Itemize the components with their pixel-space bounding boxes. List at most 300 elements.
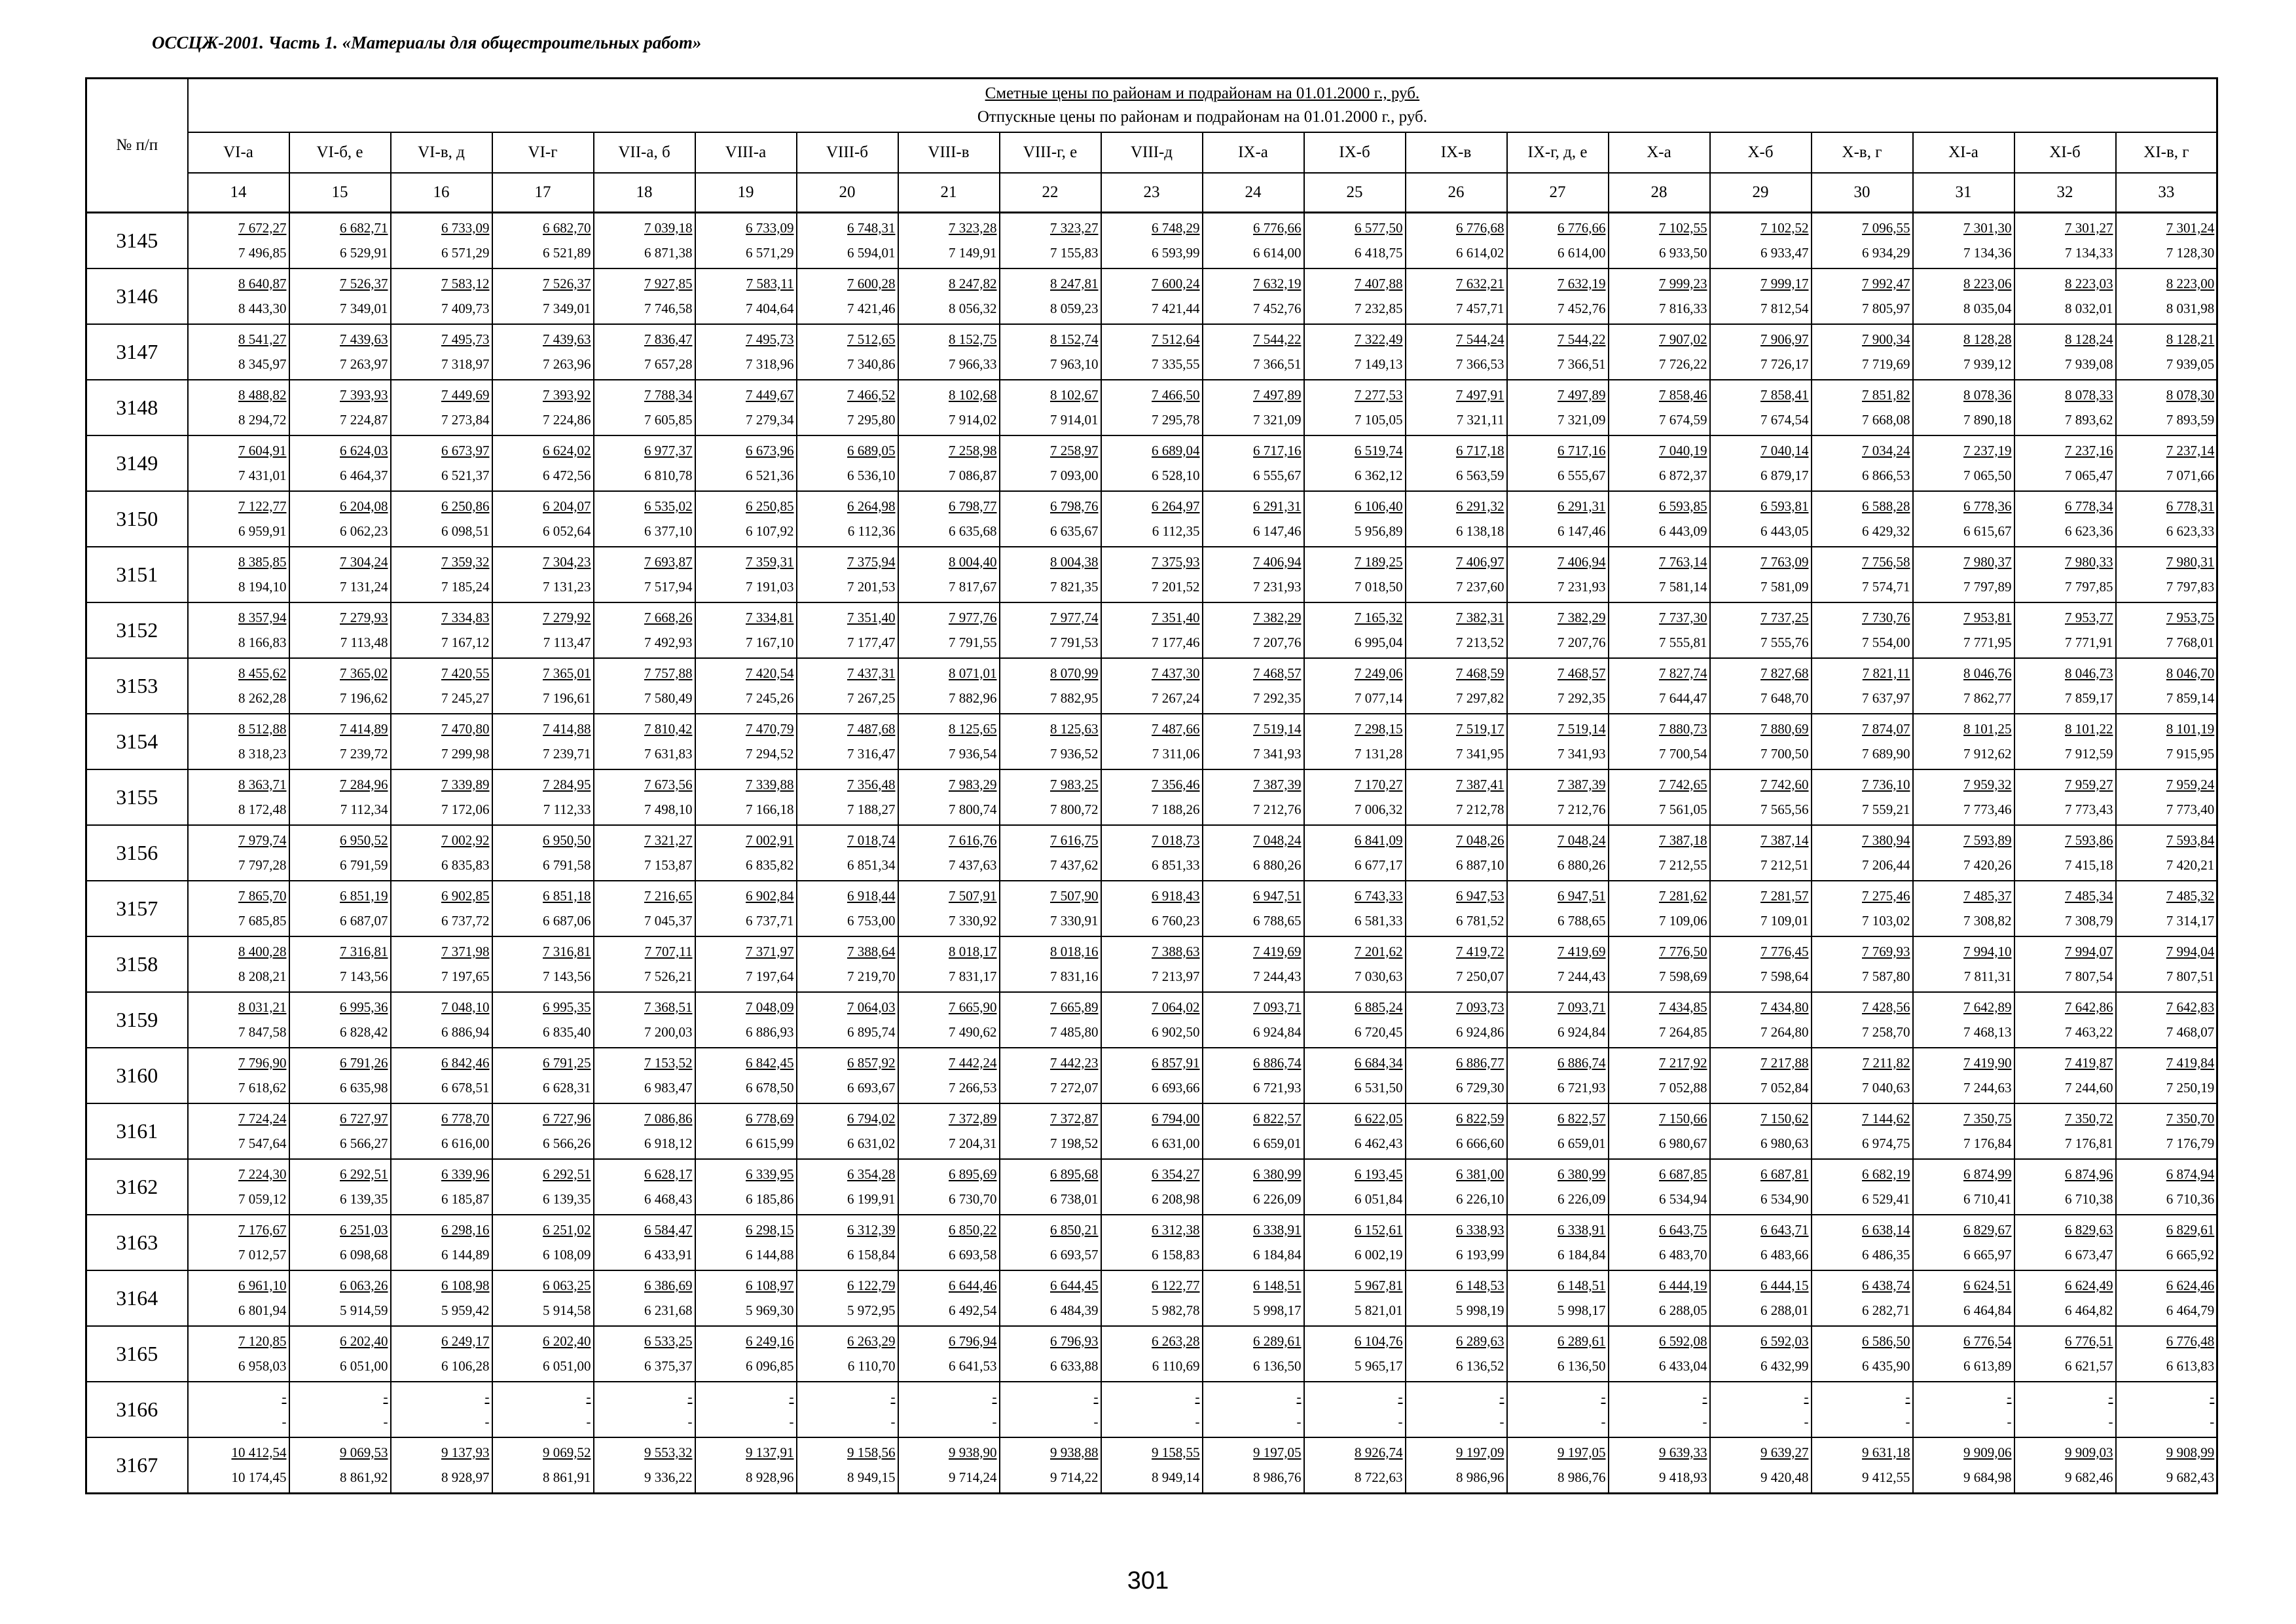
estimate-price: 6 776,51 bbox=[2065, 1333, 2113, 1349]
release-price: 6 362,12 bbox=[1355, 467, 1403, 483]
estimate-price: 9 938,88 bbox=[1050, 1444, 1099, 1460]
estimate-price: - bbox=[1702, 1388, 1707, 1405]
estimate-price: 7 420,54 bbox=[746, 665, 794, 681]
estimate-price: 7 217,88 bbox=[1760, 1054, 1809, 1071]
estimate-price: 7 953,77 bbox=[2065, 609, 2113, 625]
price-cell bbox=[1507, 547, 1609, 602]
price-cell bbox=[1913, 825, 2014, 881]
price-cell bbox=[1000, 769, 1101, 825]
estimate-price: 9 197,05 bbox=[1253, 1444, 1302, 1460]
release-price: 6 613,89 bbox=[1963, 1357, 2012, 1374]
price-cell bbox=[1406, 1270, 1507, 1326]
estimate-price: 6 886,77 bbox=[1456, 1054, 1504, 1071]
release-price: 6 536,10 bbox=[847, 467, 896, 483]
estimate-price: 7 217,92 bbox=[1659, 1054, 1707, 1071]
estimate-price: 7 470,80 bbox=[441, 720, 490, 737]
price-cell bbox=[1000, 435, 1101, 491]
release-price: 7 726,17 bbox=[1760, 356, 1809, 372]
release-price: 6 158,83 bbox=[1152, 1246, 1200, 1263]
release-price: 7 321,09 bbox=[1558, 411, 1606, 428]
column-number: 21 bbox=[898, 173, 1000, 213]
release-price: - bbox=[1499, 1413, 1504, 1430]
price-cell bbox=[1304, 1382, 1406, 1437]
estimate-price: 6 842,45 bbox=[746, 1054, 794, 1071]
release-price: 7 065,50 bbox=[1963, 467, 2012, 483]
price-cell bbox=[1304, 547, 1406, 602]
release-price: 7 239,72 bbox=[340, 745, 388, 762]
release-price: 7 212,76 bbox=[1253, 801, 1302, 817]
price-cell bbox=[1609, 1159, 1710, 1215]
release-price: 7 244,43 bbox=[1253, 968, 1302, 984]
release-price: 6 851,34 bbox=[847, 857, 896, 873]
estimate-price: 7 086,86 bbox=[644, 1110, 693, 1126]
release-price: - bbox=[1296, 1413, 1302, 1430]
estimate-price: 6 776,66 bbox=[1558, 219, 1606, 236]
release-price: 8 986,76 bbox=[1253, 1469, 1302, 1485]
release-price: 6 995,04 bbox=[1355, 634, 1403, 650]
release-price: 7 939,12 bbox=[1963, 356, 2012, 372]
price-cell bbox=[2116, 658, 2217, 714]
estimate-price: 8 541,27 bbox=[238, 331, 287, 347]
release-price: 7 637,97 bbox=[1862, 690, 1910, 706]
price-cell bbox=[289, 1048, 391, 1103]
release-price: 6 147,46 bbox=[1558, 523, 1606, 539]
release-price: - bbox=[484, 1413, 490, 1430]
price-cell bbox=[492, 658, 594, 714]
price-cell bbox=[1101, 936, 1203, 992]
price-cell bbox=[1304, 1437, 1406, 1494]
price-cell bbox=[1609, 1215, 1710, 1270]
column-number: 18 bbox=[594, 173, 695, 213]
price-cell bbox=[695, 268, 797, 324]
price-cell bbox=[1913, 435, 2014, 491]
price-cell bbox=[188, 435, 289, 491]
row-number: 3158 bbox=[86, 936, 188, 992]
release-price: 6 623,36 bbox=[2065, 523, 2113, 539]
price-cell bbox=[289, 1215, 391, 1270]
price-cell bbox=[492, 1103, 594, 1159]
release-price: 6 801,94 bbox=[238, 1302, 287, 1318]
estimate-price: - bbox=[1601, 1388, 1606, 1405]
release-price: 7 212,76 bbox=[1558, 801, 1606, 817]
estimate-price: 7 632,19 bbox=[1558, 275, 1606, 291]
price-cell bbox=[391, 435, 492, 491]
estimate-price: 6 339,96 bbox=[441, 1166, 490, 1182]
estimate-price: 7 414,89 bbox=[340, 720, 388, 737]
estimate-price: 7 382,29 bbox=[1253, 609, 1302, 625]
price-cell bbox=[2116, 881, 2217, 936]
price-cell bbox=[289, 658, 391, 714]
release-price: 6 375,37 bbox=[644, 1357, 693, 1374]
estimate-price: 7 371,98 bbox=[441, 943, 490, 959]
estimate-price: 9 909,06 bbox=[1963, 1444, 2012, 1460]
release-price: 7 771,95 bbox=[1963, 634, 2012, 650]
estimate-price: - bbox=[1093, 1388, 1099, 1405]
estimate-price: 6 312,39 bbox=[847, 1221, 896, 1238]
row-number: 3165 bbox=[86, 1326, 188, 1382]
price-cell bbox=[2116, 491, 2217, 547]
price-cell bbox=[594, 380, 695, 435]
estimate-price: 7 281,57 bbox=[1760, 887, 1809, 904]
price-cell bbox=[797, 1326, 898, 1382]
estimate-price: 6 977,37 bbox=[644, 442, 693, 458]
release-price: 7 485,80 bbox=[1050, 1024, 1099, 1040]
estimate-price: 7 466,50 bbox=[1152, 386, 1200, 403]
release-price: 7 349,01 bbox=[543, 300, 591, 316]
estimate-price: 7 907,02 bbox=[1659, 331, 1707, 347]
release-price: 7 207,76 bbox=[1253, 634, 1302, 650]
column-header: IX-в bbox=[1406, 132, 1507, 173]
estimate-price: 7 593,89 bbox=[1963, 832, 2012, 848]
row-number: 3145 bbox=[86, 213, 188, 269]
price-cell bbox=[1507, 825, 1609, 881]
estimate-price: 6 717,16 bbox=[1558, 442, 1606, 458]
estimate-price: 7 018,73 bbox=[1152, 832, 1200, 848]
release-price: 7 237,60 bbox=[1456, 578, 1504, 595]
price-cell bbox=[1812, 1437, 1913, 1494]
release-price: 7 244,43 bbox=[1558, 968, 1606, 984]
price-cell bbox=[289, 268, 391, 324]
price-cell bbox=[1304, 1048, 1406, 1103]
estimate-price: 7 487,66 bbox=[1152, 720, 1200, 737]
estimate-price: 7 757,88 bbox=[644, 665, 693, 681]
release-price: 7 797,28 bbox=[238, 857, 287, 873]
price-cell bbox=[289, 1326, 391, 1382]
estimate-price: 7 002,91 bbox=[746, 832, 794, 848]
release-price: 6 729,30 bbox=[1456, 1079, 1504, 1096]
estimate-price: 7 064,02 bbox=[1152, 999, 1200, 1015]
estimate-price: 7 406,94 bbox=[1558, 553, 1606, 570]
price-cell bbox=[1812, 1048, 1913, 1103]
release-price: 7 103,02 bbox=[1862, 912, 1910, 929]
release-price: 7 936,54 bbox=[949, 745, 997, 762]
price-cell bbox=[1507, 1103, 1609, 1159]
release-price: 6 933,47 bbox=[1760, 244, 1809, 261]
price-cell bbox=[1203, 1215, 1304, 1270]
estimate-price: 6 895,68 bbox=[1050, 1166, 1099, 1182]
price-cell bbox=[1203, 268, 1304, 324]
price-cell bbox=[1710, 1159, 1812, 1215]
release-price: 7 555,76 bbox=[1760, 634, 1809, 650]
price-cell bbox=[492, 435, 594, 491]
price-cell bbox=[2116, 936, 2217, 992]
estimate-price: 6 682,70 bbox=[543, 219, 591, 236]
column-number: 24 bbox=[1203, 173, 1304, 213]
estimate-price: 7 495,73 bbox=[746, 331, 794, 347]
release-price: 7 198,52 bbox=[1050, 1135, 1099, 1151]
release-price: 6 433,91 bbox=[644, 1246, 693, 1263]
price-cell bbox=[391, 602, 492, 658]
release-price: 7 893,62 bbox=[2065, 411, 2113, 428]
release-price: 8 318,23 bbox=[238, 745, 287, 762]
release-price: 7 318,96 bbox=[746, 356, 794, 372]
column-number: 31 bbox=[1913, 173, 2014, 213]
price-cell bbox=[1507, 602, 1609, 658]
estimate-price: 8 488,82 bbox=[238, 386, 287, 403]
estimate-price: 7 736,10 bbox=[1862, 776, 1910, 792]
estimate-price: 6 338,91 bbox=[1558, 1221, 1606, 1238]
table-row bbox=[86, 1270, 2217, 1326]
release-price: 7 812,54 bbox=[1760, 300, 1809, 316]
release-price: 7 452,76 bbox=[1253, 300, 1302, 316]
column-number: 30 bbox=[1812, 173, 1913, 213]
price-cell bbox=[1304, 1159, 1406, 1215]
estimate-price: 6 995,35 bbox=[543, 999, 591, 1015]
price-cell bbox=[1812, 881, 1913, 936]
document-header: ОССЦЖ-2001. Часть 1. «Материалы для общестроительных работ» bbox=[152, 33, 702, 52]
price-cell bbox=[898, 1437, 1000, 1494]
estimate-price: 6 791,26 bbox=[340, 1054, 388, 1071]
column-header: VIII-д bbox=[1101, 132, 1203, 173]
table-row bbox=[86, 324, 2217, 380]
estimate-price: 6 950,52 bbox=[340, 832, 388, 848]
price-cell bbox=[188, 1437, 289, 1494]
release-price: 5 998,17 bbox=[1558, 1302, 1606, 1318]
price-cell bbox=[1406, 936, 1507, 992]
price-cell bbox=[1406, 992, 1507, 1048]
release-price: 7 773,43 bbox=[2065, 801, 2113, 817]
column-header: VI-б, е bbox=[289, 132, 391, 173]
price-cell bbox=[188, 936, 289, 992]
price-cell bbox=[1710, 769, 1812, 825]
price-cell bbox=[2116, 268, 2217, 324]
estimate-price: 8 247,82 bbox=[949, 275, 997, 291]
release-price: 8 345,97 bbox=[238, 356, 287, 372]
estimate-price: 9 908,99 bbox=[2166, 1444, 2215, 1460]
estimate-price: 6 122,79 bbox=[847, 1277, 896, 1293]
estimate-price: 7 519,14 bbox=[1558, 720, 1606, 737]
release-price: 6 098,51 bbox=[441, 523, 490, 539]
price-cell bbox=[289, 1437, 391, 1494]
release-price: 6 106,28 bbox=[441, 1357, 490, 1374]
price-cell bbox=[492, 881, 594, 936]
estimate-price: 7 810,42 bbox=[644, 720, 693, 737]
estimate-price: 6 354,28 bbox=[847, 1166, 896, 1182]
estimate-price: 7 642,89 bbox=[1963, 999, 2012, 1015]
price-cell bbox=[1507, 1326, 1609, 1382]
price-cell bbox=[492, 268, 594, 324]
release-price: 6 435,90 bbox=[1862, 1357, 1910, 1374]
price-cell bbox=[1406, 769, 1507, 825]
release-price: 6 468,43 bbox=[644, 1190, 693, 1207]
estimate-price: 7 359,32 bbox=[441, 553, 490, 570]
release-price: 6 464,82 bbox=[2065, 1302, 2113, 1318]
column-header: X-в, г bbox=[1812, 132, 1913, 173]
estimate-price: 7 788,34 bbox=[644, 386, 693, 403]
estimate-price: 6 592,03 bbox=[1760, 1333, 1809, 1349]
release-price: - bbox=[586, 1413, 591, 1430]
price-cell bbox=[1304, 936, 1406, 992]
release-price: 7 250,19 bbox=[2166, 1079, 2215, 1096]
estimate-price: 6 798,77 bbox=[949, 498, 997, 514]
release-price: 6 616,00 bbox=[441, 1135, 490, 1151]
price-cell bbox=[2014, 324, 2116, 380]
release-price: 7 457,71 bbox=[1456, 300, 1504, 316]
row-number: 3159 bbox=[86, 992, 188, 1048]
release-price: 7 719,69 bbox=[1862, 356, 1910, 372]
estimate-price: 6 354,27 bbox=[1152, 1166, 1200, 1182]
estimate-price: 6 727,97 bbox=[340, 1110, 388, 1126]
estimate-price: 6 886,74 bbox=[1253, 1054, 1302, 1071]
release-price: - bbox=[2108, 1413, 2113, 1430]
release-price: 6 051,00 bbox=[340, 1357, 388, 1374]
release-price: 8 194,10 bbox=[238, 578, 287, 595]
price-cell bbox=[1507, 268, 1609, 324]
price-cell bbox=[1507, 1215, 1609, 1270]
estimate-price: 7 316,81 bbox=[543, 943, 591, 959]
price-cell bbox=[1304, 1103, 1406, 1159]
price-cell bbox=[594, 936, 695, 992]
estimate-price: 7 165,32 bbox=[1355, 609, 1403, 625]
release-price: 6 108,09 bbox=[543, 1246, 591, 1263]
estimate-price: 8 078,30 bbox=[2166, 386, 2215, 403]
estimate-price: - bbox=[789, 1388, 794, 1405]
release-price: 6 835,83 bbox=[441, 857, 490, 873]
estimate-price: 9 631,18 bbox=[1862, 1444, 1910, 1460]
estimate-price: 7 048,24 bbox=[1558, 832, 1606, 848]
release-price: 7 294,52 bbox=[746, 745, 794, 762]
price-cell bbox=[1101, 1270, 1203, 1326]
release-price: 9 336,22 bbox=[644, 1469, 693, 1485]
price-cell bbox=[492, 1048, 594, 1103]
price-cell bbox=[391, 213, 492, 269]
price-cell bbox=[594, 435, 695, 491]
release-price: 7 598,69 bbox=[1659, 968, 1707, 984]
release-price: 7 263,97 bbox=[340, 356, 388, 372]
release-price: 6 721,93 bbox=[1558, 1079, 1606, 1096]
row-number: 3167 bbox=[86, 1437, 188, 1494]
price-cell bbox=[1304, 1326, 1406, 1382]
estimate-price: 7 102,55 bbox=[1659, 219, 1707, 236]
release-price: 7 113,47 bbox=[543, 634, 591, 650]
price-cell bbox=[2014, 714, 2116, 769]
estimate-price: 6 689,04 bbox=[1152, 442, 1200, 458]
price-cell bbox=[1710, 1048, 1812, 1103]
release-price: 7 862,77 bbox=[1963, 690, 2012, 706]
estimate-price: 7 334,81 bbox=[746, 609, 794, 625]
estimate-price: 6 289,63 bbox=[1456, 1333, 1504, 1349]
price-cell bbox=[594, 602, 695, 658]
release-price: 7 196,62 bbox=[340, 690, 388, 706]
estimate-price: 7 356,48 bbox=[847, 776, 896, 792]
estimate-price: 6 292,51 bbox=[543, 1166, 591, 1182]
price-cell bbox=[2014, 1382, 2116, 1437]
estimate-price: 6 947,51 bbox=[1558, 887, 1606, 904]
release-price: 7 295,80 bbox=[847, 411, 896, 428]
release-price: 6 980,67 bbox=[1659, 1135, 1707, 1151]
price-cell bbox=[1812, 491, 1913, 547]
row-number-header: № п/п bbox=[86, 79, 188, 213]
price-cell bbox=[1710, 825, 1812, 881]
release-price: 7 912,62 bbox=[1963, 745, 2012, 762]
price-cell bbox=[1101, 602, 1203, 658]
estimate-price: 7 039,18 bbox=[644, 219, 693, 236]
estimate-price: 7 048,10 bbox=[441, 999, 490, 1015]
price-cell bbox=[898, 380, 1000, 435]
release-price: 7 800,74 bbox=[949, 801, 997, 817]
estimate-price: 6 624,46 bbox=[2166, 1277, 2215, 1293]
release-price: 7 581,09 bbox=[1760, 578, 1809, 595]
estimate-price: 6 822,57 bbox=[1253, 1110, 1302, 1126]
price-cell bbox=[1000, 547, 1101, 602]
price-cell bbox=[391, 380, 492, 435]
price-cell bbox=[391, 992, 492, 1048]
estimate-price: 7 600,24 bbox=[1152, 275, 1200, 291]
estimate-price: 7 388,63 bbox=[1152, 943, 1200, 959]
price-cell bbox=[1710, 936, 1812, 992]
release-price: 7 554,00 bbox=[1862, 634, 1910, 650]
price-cell bbox=[797, 658, 898, 714]
price-cell bbox=[1101, 825, 1203, 881]
price-cell bbox=[695, 380, 797, 435]
column-number: 32 bbox=[2014, 173, 2116, 213]
estimate-price: 7 237,19 bbox=[1963, 442, 2012, 458]
price-cell bbox=[898, 213, 1000, 269]
estimate-price: 7 304,24 bbox=[340, 553, 388, 570]
estimate-price: 6 644,45 bbox=[1050, 1277, 1099, 1293]
price-cell bbox=[898, 268, 1000, 324]
estimate-price: 7 470,79 bbox=[746, 720, 794, 737]
price-cell bbox=[797, 1437, 898, 1494]
estimate-price: 7 322,49 bbox=[1355, 331, 1403, 347]
price-cell bbox=[2014, 1048, 2116, 1103]
estimate-price: 7 439,63 bbox=[543, 331, 591, 347]
release-price: 6 282,71 bbox=[1862, 1302, 1910, 1318]
price-cell bbox=[1000, 936, 1101, 992]
estimate-price: 6 586,50 bbox=[1862, 1333, 1910, 1349]
release-price: 7 431,01 bbox=[238, 467, 287, 483]
price-cell bbox=[492, 1159, 594, 1215]
price-cell bbox=[1609, 1437, 1710, 1494]
price-cell bbox=[1507, 992, 1609, 1048]
price-cell bbox=[898, 1048, 1000, 1103]
row-number: 3157 bbox=[86, 881, 188, 936]
price-cell bbox=[1913, 1382, 2014, 1437]
price-cell bbox=[1203, 435, 1304, 491]
price-cell bbox=[1203, 714, 1304, 769]
release-price: 7 807,54 bbox=[2065, 968, 2113, 984]
estimate-price: 7 434,80 bbox=[1760, 999, 1809, 1015]
release-price: 7 239,71 bbox=[543, 745, 591, 762]
release-price: 6 677,17 bbox=[1355, 857, 1403, 873]
estimate-price: 7 495,73 bbox=[441, 331, 490, 347]
release-price: 6 432,99 bbox=[1760, 1357, 1809, 1374]
price-cell bbox=[2014, 1103, 2116, 1159]
release-price: 6 534,94 bbox=[1659, 1190, 1707, 1207]
estimate-price: 7 323,27 bbox=[1050, 219, 1099, 236]
release-price: 7 420,26 bbox=[1963, 857, 2012, 873]
price-cell bbox=[1507, 936, 1609, 992]
price-cell bbox=[2014, 380, 2116, 435]
release-price: 7 245,27 bbox=[441, 690, 490, 706]
table-row bbox=[86, 213, 2217, 269]
estimate-price: 7 406,94 bbox=[1253, 553, 1302, 570]
estimate-price: 6 298,16 bbox=[441, 1221, 490, 1238]
column-number: 19 bbox=[695, 173, 797, 213]
price-cell bbox=[1812, 1270, 1913, 1326]
release-price: 7 668,08 bbox=[1862, 411, 1910, 428]
release-price: - bbox=[1804, 1413, 1809, 1430]
release-price: 8 986,76 bbox=[1558, 1469, 1606, 1485]
estimate-price: 6 108,98 bbox=[441, 1277, 490, 1293]
estimate-price: 6 202,40 bbox=[543, 1333, 591, 1349]
estimate-price: 7 249,06 bbox=[1355, 665, 1403, 681]
estimate-price: - bbox=[1195, 1388, 1200, 1405]
estimate-price: 6 291,32 bbox=[1456, 498, 1504, 514]
estimate-price: 8 031,21 bbox=[238, 999, 287, 1015]
estimate-price: 7 737,30 bbox=[1659, 609, 1707, 625]
price-cell bbox=[289, 491, 391, 547]
